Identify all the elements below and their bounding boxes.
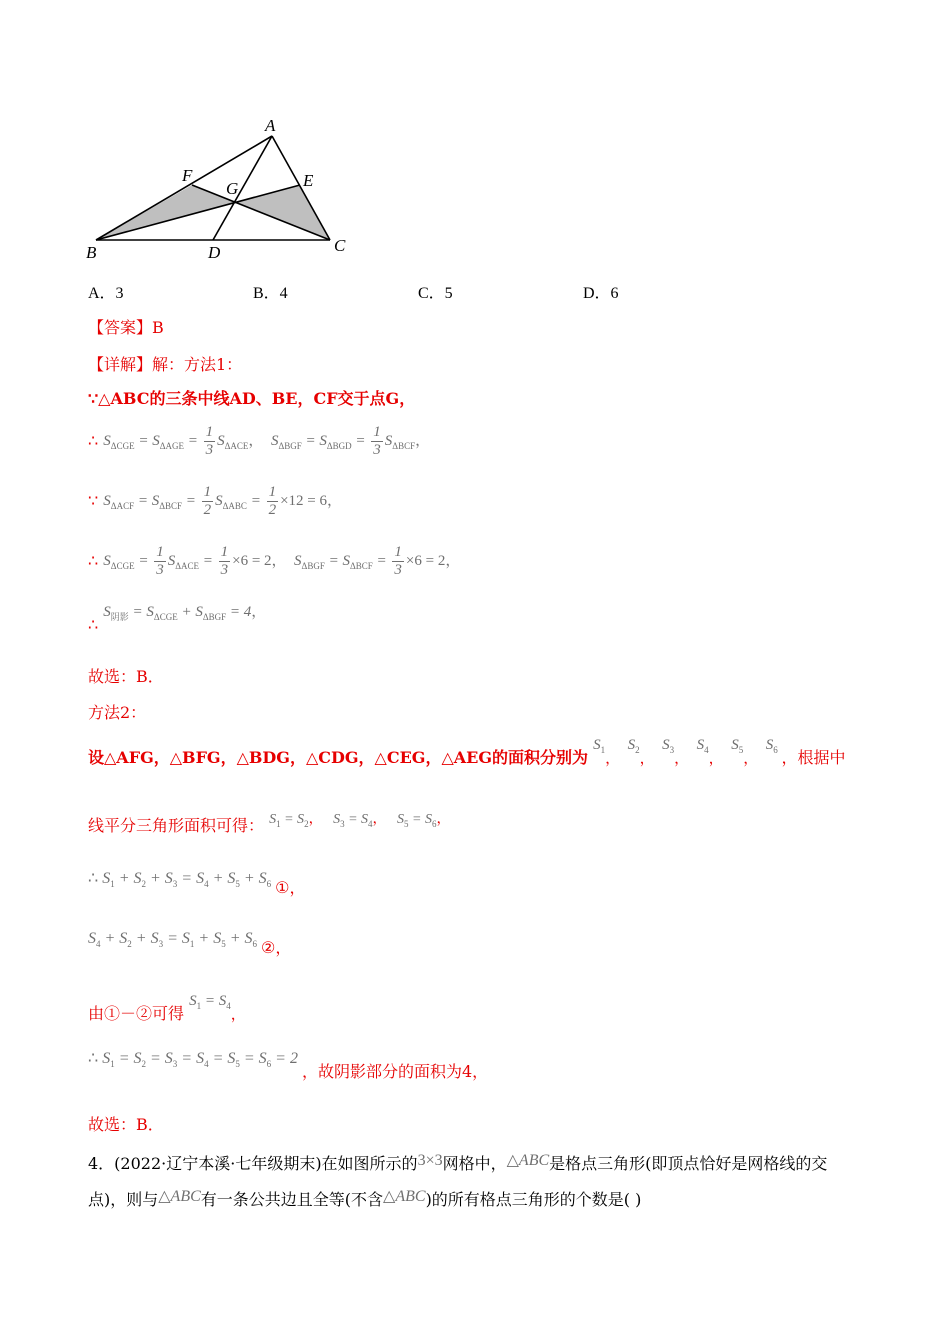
from-line	[88, 990, 246, 1024]
therefore-symbol-3: ∴	[88, 615, 99, 634]
frac-one-third-2: $\frac{1}{3}$	[373, 424, 381, 458]
equation-2-mark: ②，	[260, 938, 292, 957]
label-a: A	[265, 116, 276, 135]
frac-one-half-2: $\frac{1}{2}$	[268, 484, 277, 518]
math-row-2	[88, 484, 342, 524]
q4-text-a: 4．(2022·辽宁本溪·七年级期末)在如图所示的	[88, 1154, 418, 1173]
math-row-4	[88, 600, 266, 636]
label-d: D	[208, 243, 221, 262]
q4-text-d: 点)，则与	[88, 1190, 159, 1209]
label-g: G	[226, 179, 239, 198]
frac-one-third-4: $\frac{1}{3}$	[220, 544, 229, 578]
conclusion-line	[88, 1048, 488, 1082]
median-line-text: 线平分三角形面积可得：	[88, 816, 265, 835]
equation-row-2: $S_{\Delta ACF} = S_{\Delta BCF}$ = $\frac{1}{2}$ $S_{\Delta ABC}$ = $\frac{1}{2}$ ×12 = 6，	[103, 484, 342, 518]
answer-line: 【答案】B	[88, 318, 164, 337]
detail-line: 【详解】解：方法1：	[88, 355, 243, 374]
equation-1-line	[88, 868, 306, 898]
method-2-line: 方法2：	[88, 703, 147, 722]
math-row-3	[88, 544, 460, 584]
therefore-symbol-1: ∴	[88, 430, 99, 450]
equation-1-mark: ①，	[275, 878, 306, 897]
q4-grid-size: 3×3	[417, 1152, 443, 1169]
frac-one-half-1: $\frac{1}{2}$	[203, 484, 212, 518]
q4-text-e: 有一条公共边且全等(不含	[200, 1190, 384, 1209]
option-b[interactable]: B．4	[253, 285, 288, 302]
equation-1: ∴ $S_1 + S_2 + S_3 = S_4 + S_5 + S_6$	[88, 870, 272, 889]
conclusion-equation: ∴ $S_1 = S_2 = S_3 = S_4 = S_5 = S_6 = 2$	[88, 1050, 302, 1069]
q4-triangle-1: △ABC	[506, 1152, 550, 1169]
label-b: B	[86, 243, 97, 262]
choose-line-1: 故选：B．	[88, 667, 164, 686]
q4-text-f: )的所有格点三角形的个数是( )	[425, 1190, 642, 1209]
from-line-text: 由①－②可得	[88, 1004, 185, 1023]
median-line	[88, 808, 450, 836]
median-ad	[213, 136, 272, 240]
from-equation: $S_1 = S_4$，	[189, 993, 246, 1023]
frac-one-third-3: $\frac{1}{3}$	[156, 544, 164, 578]
label-e: E	[303, 171, 314, 190]
equation-row-1: $S_{\Delta CGE} = S_{\Delta AGE}$ = $\frac{1}{3}$ $S_{\Delta ACE}$， $S_{\Delta BGF} = S_{\Delta BGD}$ = $\frac{1}{3}$ $S_{\Delta BCF}$，	[103, 424, 431, 458]
therefore-symbol-2: ∴	[88, 550, 99, 570]
q4-triangle-2: △ABC	[158, 1188, 201, 1205]
option-c[interactable]: C．5	[418, 285, 453, 302]
frac-one-third-5: $\frac{1}{3}$	[394, 544, 402, 578]
triangle-figure	[80, 115, 370, 265]
equation-2: $S_4 + S_2 + S_3 = S_1 + S_5 + S_6$	[88, 930, 257, 949]
equation-row-3: $S_{\Delta CGE}$ = $\frac{1}{3}$ $S_{\Delta ACE}$ = $\frac{1}{3}$ ×6 = 2， $S_{\Delta BGF} = S_{\Delta BCF}$ = $\frac{1}{3}$ ×6 = 2，	[103, 544, 461, 578]
equation-row-4: $S_{阴影} = S_{\Delta CGE} + S_{\Delta BGF} = 4$，	[103, 604, 267, 622]
math-row-1	[88, 424, 430, 464]
q4-text-c: 是格点三角形(即顶点恰好是网格线的交	[549, 1154, 828, 1173]
choose-line-2: 故选：B．	[88, 1115, 164, 1134]
label-f: F	[182, 166, 193, 185]
q4-text-b: 网格中，	[442, 1154, 507, 1173]
question-4-line-2	[88, 1186, 641, 1210]
set-line-end: ，根据中	[781, 748, 846, 767]
shaded-region-bgf	[96, 185, 236, 240]
conclusion-text: ，故阴影部分的面积为4，	[301, 1062, 489, 1081]
set-line	[88, 734, 845, 768]
label-c: C	[334, 236, 346, 255]
set-line-text: 设△AFG，△BFG，△BDG，△CDG，△CEG，△AEG的面积分别为	[88, 748, 589, 767]
option-a[interactable]: A．3	[88, 285, 124, 302]
option-d[interactable]: D．6	[583, 285, 619, 302]
median-equations: $S_1 = S_2$， $S_3 = S_4$， $S_5 = S_6$，	[269, 812, 451, 829]
side-ab	[96, 136, 272, 240]
equation-2-line	[88, 928, 291, 958]
q4-triangle-3: △ABC	[383, 1188, 426, 1205]
question-4-line-1	[88, 1150, 827, 1174]
because-line-1: ∵△ABC的三条中线AD、BE，CF交于点G，	[88, 389, 416, 408]
shaded-region-cge	[236, 185, 330, 240]
because-symbol-2: ∵	[88, 490, 99, 510]
s-list: $S_1$， $S_2$， $S_3$， $S_4$， $S_5$， $S_6$	[593, 737, 778, 767]
frac-one-third-1: $\frac{1}{3}$	[205, 424, 214, 458]
